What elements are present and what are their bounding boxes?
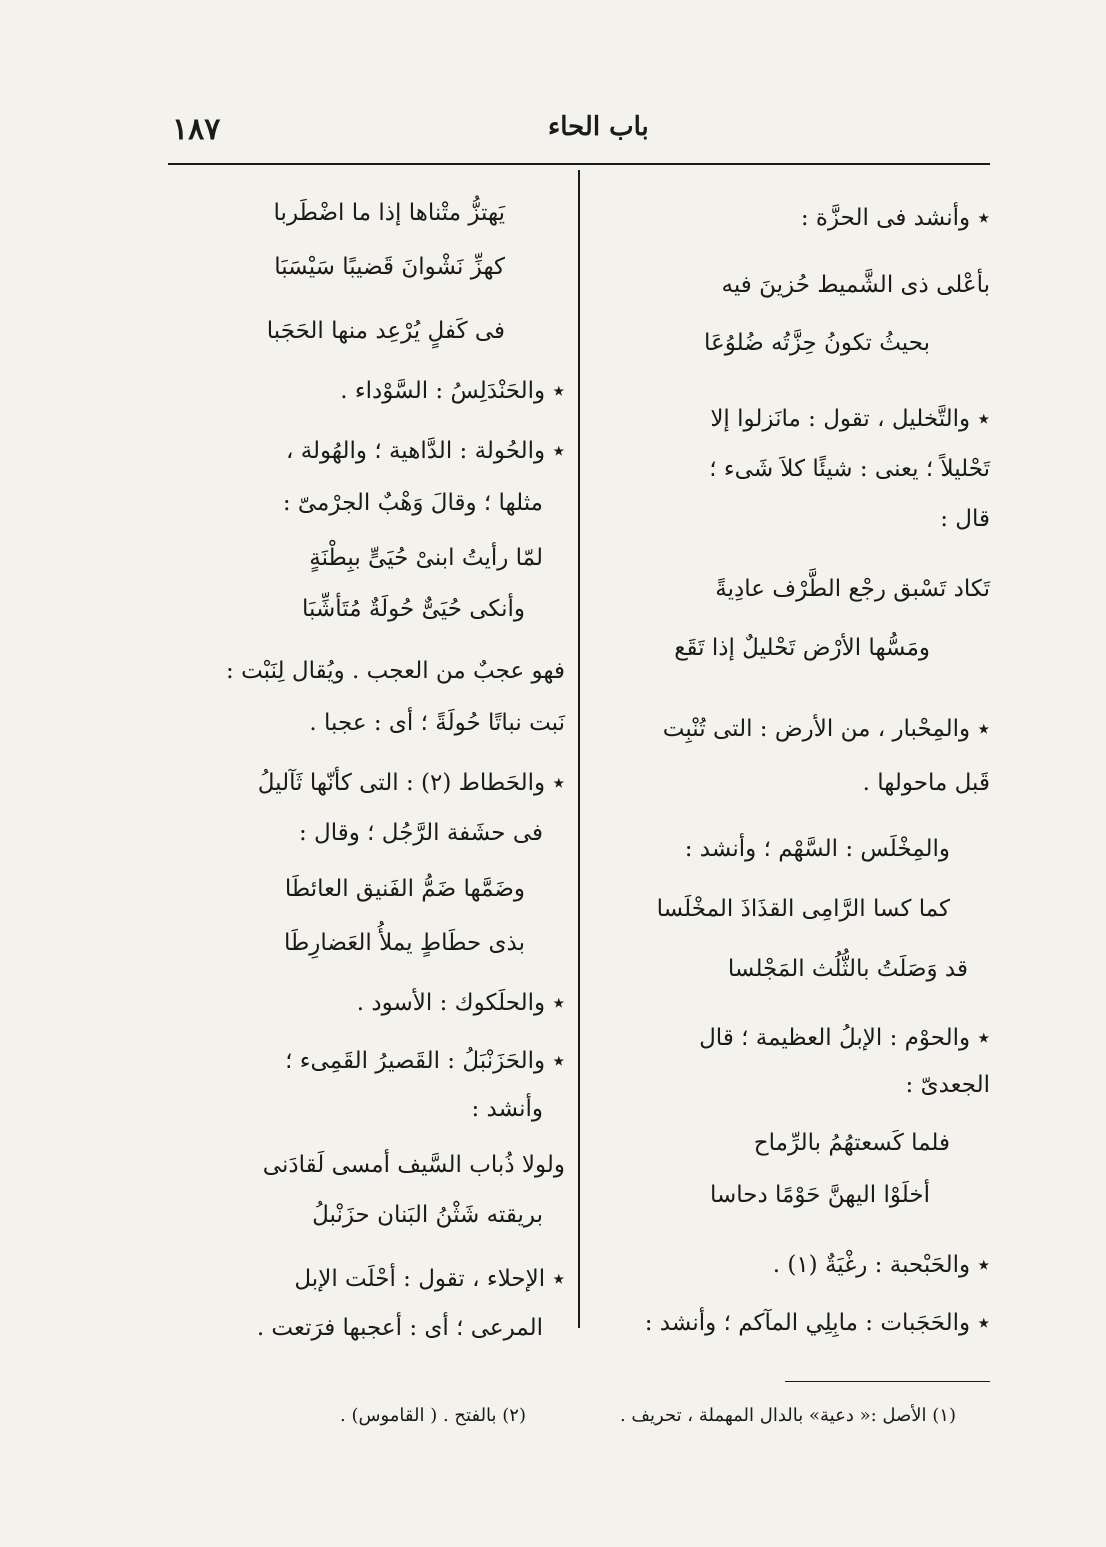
verse-line: بحيثُ تكونُ حِزَّتُه ضُلوُعَا [704, 330, 930, 356]
text-line: نَبت نباتًا حُولَةً ؛ أى : عجبا . [309, 710, 565, 736]
text-line: ٭ والحلَكوك : الأسود . [356, 990, 565, 1016]
text-line: فى حشَفة الرَّجُل ؛ وقال : [298, 820, 543, 846]
verse-line: وأنكى حُيَىٌّ حُولَةٌ مُتَأشِّبَا [302, 596, 525, 622]
verse-line: قد وَصَلَتُ بالثُّلُث المَجْلسا [727, 956, 968, 982]
text-line: ٭ والحَطاط (٢) : التى كأنّها ثَآليلُ [257, 770, 565, 796]
text-line: ٭ والحَزَنْبَلُ : القَصيرُ القَمِىء ؛ [285, 1048, 565, 1074]
text-line: ٭ والحَبْحبة : رغْيَةٌ (١) . [772, 1252, 990, 1278]
footnote-rule [785, 1381, 990, 1382]
text-line: الجعدىّ : [905, 1072, 990, 1098]
text-line: ٭ والحَنْدَلِسُ : السَّوْداء . [340, 378, 565, 404]
verse-line: يَهتزُّ متْناها إذا ما اضْطَربا [273, 200, 505, 226]
verse-line: كما كسا الرَّامِى القذَاذَ المخْلَسا [656, 896, 950, 922]
verse-line: وضَمَّها ضَمُّ الفَنيق العائطَا [284, 876, 525, 902]
verse-line: بأعْلى ذى الشَّميط حُزينَ فيه [721, 272, 990, 298]
page-number: ١٨٧ [172, 112, 221, 147]
footnote-2: (٢) بالفتح . ( القاموس) . [340, 1405, 526, 1426]
text-line: قَبل ماحولها . [862, 770, 990, 796]
verse-line: لمّا رأيتُ ابنىْ حُيَىٍّ ببِطْنَةٍ [309, 545, 543, 571]
text-line: ٭ والحُولة : الدَّاهية ؛ والهُولة ، [285, 438, 565, 464]
text-line: ٭ والحَجَبات : مابِلِي المآكم ؛ وأنشد : [644, 1310, 990, 1336]
footnote-1: (١) الأصل :« دعية» بالدال المهملة ، تحريف . [619, 1405, 956, 1426]
header-rule [168, 163, 990, 165]
verse-line: ومَسُّها الأرْض تَحْليلٌ إذا تَقَع [674, 635, 930, 661]
text-line: ٭ والحوْم : الإبلُ العظيمة ؛ قال [699, 1025, 990, 1051]
verse-line: أخلَوْا اليهنَّ حَوْمًا دحاسا [709, 1182, 930, 1208]
text-line: ٭ وأنشد فى الحزَّة : [800, 205, 990, 231]
text-line: ٭ والمِحْبار ، من الأرض : التى تُنْبِت [662, 716, 990, 742]
text-line: ٭ والتَّخليل ، تقول : مانَزلوا إلا [710, 406, 990, 432]
text-line: تَحْليلاً ؛ يعنى : شيئًا كلاَ شَىء ؛ [709, 456, 990, 482]
text-line: مثلها ؛ وقالَ وَهْبٌ الجرْمىّ : [282, 490, 543, 516]
column-divider [578, 170, 580, 1328]
verse-line: فى كَفلٍ يُرْعِد منها الحَجَبا [266, 318, 505, 344]
verse-line: ولولا ذُباب السَّيف أمسى لَقادَنى [262, 1152, 565, 1178]
text-line: والمِخْلَس : السَّهْم ؛ وأنشد : [684, 836, 950, 862]
verse-line: فلما كَسعتهُمُ بالرِّماح [753, 1130, 950, 1156]
verse-line: بذى حطَاطٍ يملأُ العَضارِطَا [283, 930, 525, 956]
verse-line: كهزِّ نَشْوانَ قَضيبًا سَيْسَبَا [274, 254, 505, 280]
text-line: المرعى ؛ أى : أعجبها فرَتعت . [256, 1315, 543, 1341]
verse-line: تَكاد تَسْبق رجْع الطَّرْف عادِيةً [715, 576, 990, 602]
text-line: فهو عجبٌ من العجب . ويُقال لِنَبْت : [226, 658, 565, 684]
running-title: باب الحاء [548, 112, 649, 142]
text-line: وأنشد : [471, 1096, 543, 1122]
text-line: ٭ الإحلاء ، تقول : أحْلَت الإبل [294, 1266, 565, 1292]
text-line: قال : [940, 506, 990, 532]
verse-line: بريقته شَثْنُ البَنان حزَنْبلُ [312, 1202, 543, 1228]
